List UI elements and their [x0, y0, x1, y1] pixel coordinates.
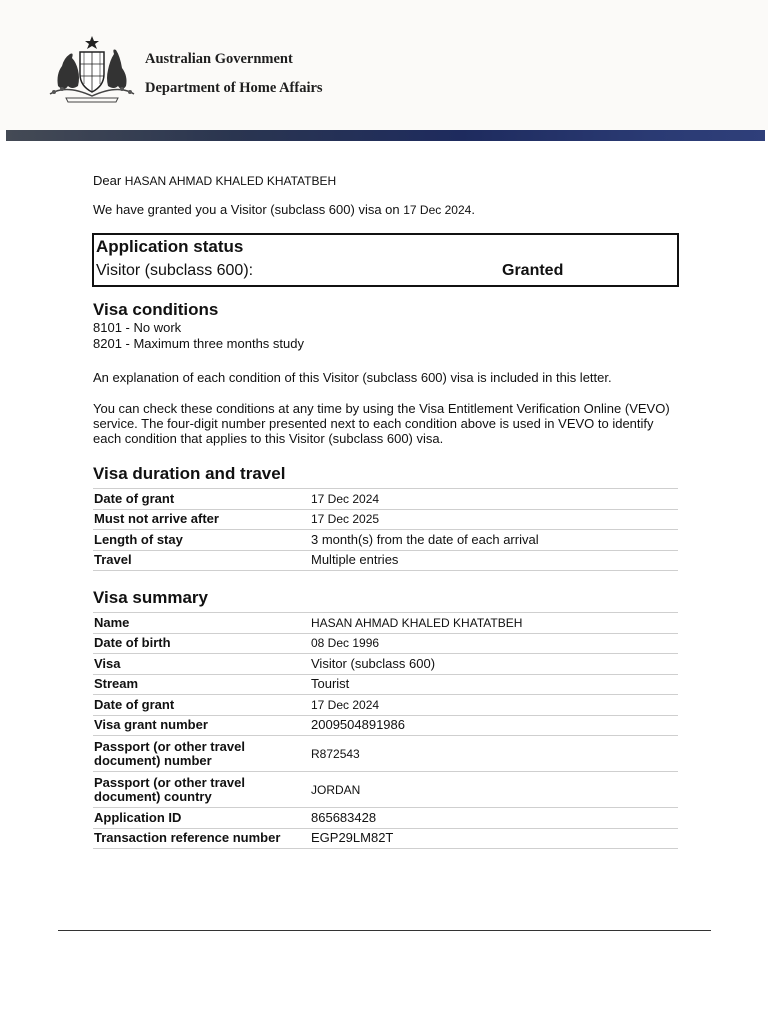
row-label: Passport (or other travel document) number [93, 736, 310, 772]
row-value: Visitor (subclass 600) [310, 654, 678, 675]
row-label: Visa [93, 654, 310, 675]
table-row [93, 695, 678, 716]
header-band [6, 130, 765, 141]
table-row [93, 674, 678, 695]
summary-title: Visa summary [93, 588, 208, 607]
row-label: Stream [93, 674, 310, 695]
table-row [93, 613, 678, 634]
row-label: Transaction reference number [93, 828, 310, 849]
applicant-name: HASAN AHMAD KHALED KHATATBEH [124, 174, 337, 188]
row-value: 2009504891986 [310, 715, 678, 736]
letterhead [0, 0, 768, 130]
vevo-paragraph: You can check these conditions at any time by using the Visa Entitlement Verification Online (VEVO) service. The four-digit number presented next to each condition above is used in VEVO to identify each condition that applies to this Visitor (subclass 600) visa. [93, 401, 670, 446]
row-value: HASAN AHMAD KHALED KHATATBEH [310, 613, 678, 634]
salutation-prefix: Dear [93, 173, 125, 188]
visa-conditions [93, 300, 304, 352]
row-label: Date of grant [93, 695, 310, 716]
row-value: R872543 [310, 736, 678, 772]
row-value: EGP29LM82T [310, 828, 678, 849]
grant-date: 17 Dec 2024 [403, 203, 472, 217]
footer-divider [58, 930, 711, 931]
table-row [93, 715, 678, 736]
table-row [93, 654, 678, 675]
row-label: Name [93, 613, 310, 634]
row-label: Application ID [93, 808, 310, 829]
row-label: Passport (or other travel document) country [93, 772, 310, 808]
row-value: 17 Dec 2024 [310, 489, 678, 510]
row-value: Multiple entries [310, 550, 678, 571]
row-label: Visa grant number [93, 715, 310, 736]
row-value: JORDAN [310, 772, 678, 808]
salutation [93, 173, 336, 189]
agency-name [145, 52, 323, 95]
summary-table [93, 612, 678, 849]
condition-item: 8201 - Maximum three months study [93, 336, 304, 351]
status-visa-type: Visitor (subclass 600): [96, 262, 254, 279]
row-value: 17 Dec 2024 [310, 695, 678, 716]
status-title: Application status [96, 237, 244, 256]
row-value: 08 Dec 1996 [310, 633, 678, 654]
table-row [93, 489, 678, 510]
conditions-explanation: An explanation of each condition of this Visitor (subclass 600) visa is included in this letter. [93, 370, 612, 385]
table-row [93, 530, 678, 551]
grant-statement-text: We have granted you a Visitor (subclass 600) visa on [93, 202, 404, 217]
table-row [93, 772, 678, 808]
grant-statement [93, 202, 475, 218]
duration-table [93, 488, 678, 571]
table-row [93, 509, 678, 530]
table-row [93, 633, 678, 654]
table-row [93, 808, 678, 829]
coat-of-arms-icon [46, 34, 138, 104]
row-label: Travel [93, 550, 310, 571]
row-value: 3 month(s) from the date of each arrival [310, 530, 678, 551]
row-label: Must not arrive after [93, 509, 310, 530]
status-value: Granted [502, 262, 564, 279]
table-row [93, 736, 678, 772]
department-name: Department of Home Affairs [145, 79, 323, 96]
row-value: 17 Dec 2025 [310, 509, 678, 530]
government-name: Australian Government [145, 51, 293, 67]
table-row [93, 828, 678, 849]
row-label: Length of stay [93, 530, 310, 551]
grant-statement-end: . [471, 202, 475, 217]
table-row [93, 550, 678, 571]
row-value: 865683428 [310, 808, 678, 829]
row-label: Date of grant [93, 489, 310, 510]
row-label: Date of birth [93, 633, 310, 654]
condition-item: 8101 - No work [93, 320, 182, 335]
conditions-title: Visa conditions [93, 300, 219, 319]
duration-title: Visa duration and travel [93, 464, 286, 483]
row-value: Tourist [310, 674, 678, 695]
application-status-box [92, 233, 679, 287]
